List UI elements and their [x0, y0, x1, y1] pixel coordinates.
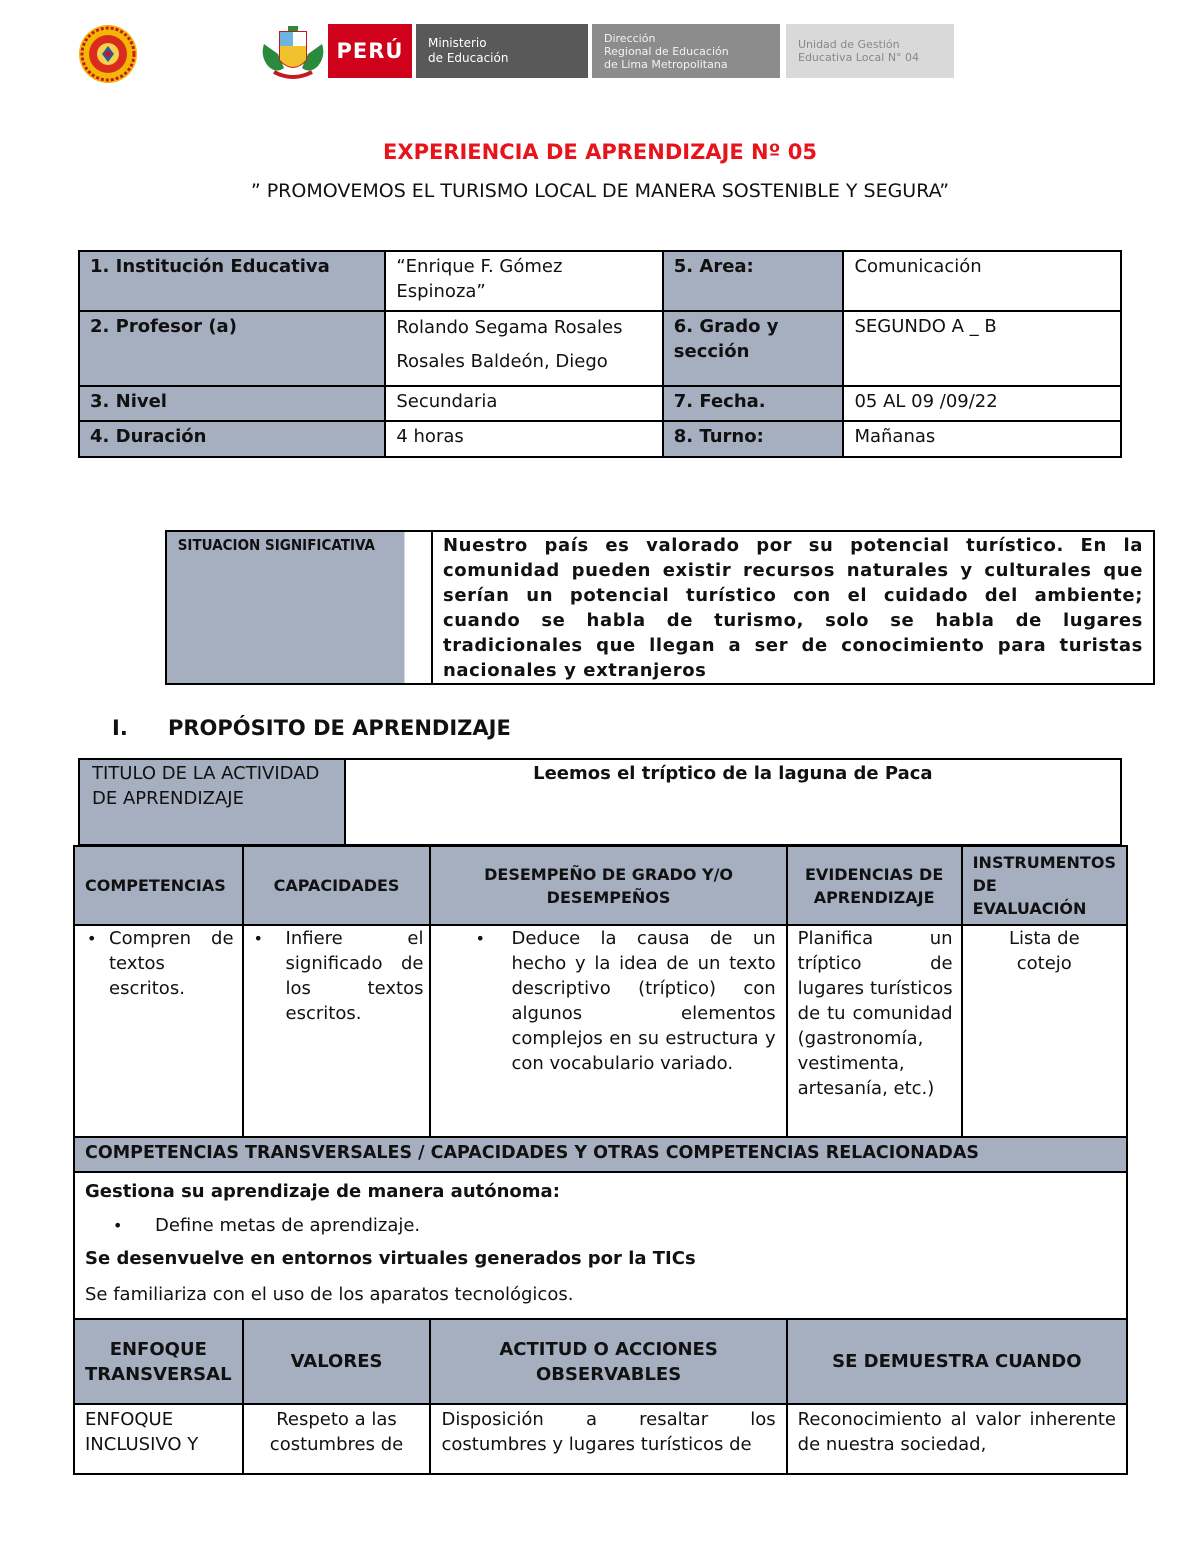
evidencia-text: Planifica un tríptico de lugares turísticos de tu comunidad (gastronomía, vestimenta, artesanía, etc.) — [787, 925, 962, 1137]
section-number: I. — [112, 716, 128, 740]
section-title: PROPÓSITO DE APRENDIZAJE — [168, 716, 511, 740]
demuestra-text: Reconocimiento al valor inherente de nuestra sociedad, — [787, 1404, 1127, 1474]
actitud-text: Disposición a resaltar los costumbres y lugares turísticos de — [430, 1404, 786, 1474]
bullet-icon: • — [113, 1216, 123, 1235]
peru-brand-label: PERÚ — [328, 24, 412, 78]
general-info-table — [78, 250, 1122, 458]
transversal-comp-1-item: Define metas de aprendizaje. — [155, 1215, 421, 1236]
document-subtitle: ” PROMOVEMOS EL TURISMO LOCAL DE MANERA SOSTENIBLE Y SEGURA” — [250, 180, 950, 202]
institucion-value: “Enrique F. Gómez Espinoza” — [385, 251, 662, 311]
turno-value: Mañanas — [843, 421, 1121, 457]
grado-label: 6. Grado y sección — [663, 311, 844, 386]
profesor-value — [385, 311, 662, 386]
institucion-label: 1. Institución Educativa — [79, 251, 385, 311]
drelm-brand-label: Dirección Regional de Educación de Lima Metropolitana — [592, 24, 780, 78]
profesor-label: 2. Profesor (a) — [79, 311, 385, 386]
desempeno-text: Deduce la causa de un hecho y la idea de un texto descriptivo (tríptico) con algunos elementos complejos en su estructura y con vocabulario variado. — [511, 928, 776, 1074]
desempeno-cell — [430, 925, 786, 1137]
fecha-label: 7. Fecha. — [663, 386, 844, 421]
header-actitud: ACTITUD O ACCIONES OBSERVABLES — [430, 1319, 786, 1404]
profesor-name-1: Rolando Segama Rosales — [396, 317, 623, 338]
header-demuestra: SE DEMUESTRA CUANDO — [787, 1319, 1127, 1404]
competencia-text: Compren de textos escritos. — [109, 928, 234, 999]
transversal-comp-1: Gestiona su aprendizaje de manera autónoma: — [85, 1181, 560, 1202]
situacion-label: SITUACION SIGNIFICATIVA — [166, 531, 405, 684]
bullet-icon: • — [475, 929, 485, 948]
bullet-icon: • — [87, 929, 97, 948]
fecha-value: 05 AL 09 /09/22 — [843, 386, 1121, 421]
duracion-label: 4. Duración — [79, 421, 385, 457]
transversales-header: COMPETENCIAS TRANSVERSALES / CAPACIDADES Y OTRAS COMPETENCIAS RELACIONADAS — [74, 1137, 1127, 1172]
actividad-label: TITULO DE LA ACTIVIDAD DE APRENDIZAJE — [79, 759, 345, 845]
section-heading — [112, 716, 511, 740]
competencia-cell — [74, 925, 243, 1137]
actividad-table — [78, 758, 1122, 846]
turno-label: 8. Turno: — [663, 421, 844, 457]
peru-coat-of-arms-logo — [258, 24, 328, 80]
school-seal-logo — [78, 24, 138, 84]
header-desempeno: DESEMPEÑO DE GRADO Y/O DESEMPEÑOS — [430, 846, 786, 925]
transversal-comp-2: Se desenvuelve en entornos virtuales generados por la TICs — [85, 1248, 696, 1269]
nivel-value: Secundaria — [385, 386, 662, 421]
instrumento-text: Lista de cotejo — [962, 925, 1127, 1137]
ministerio-brand-label: Ministerio de Educación — [416, 24, 588, 78]
enfoque-text: ENFOQUE INCLUSIVO Y — [74, 1404, 243, 1474]
header-valores: VALORES — [243, 1319, 431, 1404]
profesor-name-2: Rosales Baldeón, Diego — [396, 351, 608, 372]
valores-text: Respeto a las costumbres de — [243, 1404, 431, 1474]
ugel-brand-label: Unidad de Gestión Educativa Local N° 04 — [786, 24, 954, 78]
situacion-text: Nuestro país es valorado por su potencial turístico. En la comunidad pueden existir recursos naturales y culturales que serían un potencial turístico con el cuidado del ambiente; cuando se habla de turismo, solo se habla de lugares tradicionales que llegan a ser de conocimiento para turistas nacionales y extranjeros — [432, 531, 1154, 684]
area-label: 5. Area: — [663, 251, 844, 311]
header-enfoque: ENFOQUE TRANSVERSAL — [74, 1319, 243, 1404]
bullet-icon: • — [253, 929, 263, 948]
duracion-value: 4 horas — [385, 421, 662, 457]
grado-value: SEGUNDO A _ B — [843, 311, 1121, 386]
document-title: EXPERIENCIA DE APRENDIZAJE Nº 05 — [383, 140, 817, 164]
capacidad-cell — [243, 925, 431, 1137]
header-competencias: COMPETENCIAS — [74, 846, 243, 925]
competencias-table — [73, 845, 1128, 1475]
capacidad-text: Infiere el significado de los textos escritos. — [285, 928, 424, 1024]
transversales-body — [74, 1172, 1127, 1319]
area-value: Comunicación — [843, 251, 1121, 311]
transversal-comp-2-text: Se familiariza con el uso de los aparatos tecnológicos. — [85, 1284, 574, 1305]
header-evidencias: EVIDENCIAS DE APRENDIZAJE — [787, 846, 962, 925]
header-instrumentos: INSTRUMENTOS DE EVALUACIÓN — [962, 846, 1127, 925]
situacion-significativa-table — [165, 530, 1155, 685]
actividad-value: Leemos el tríptico de la laguna de Paca — [345, 759, 1121, 845]
nivel-label: 3. Nivel — [79, 386, 385, 421]
header-capacidades: CAPACIDADES — [243, 846, 431, 925]
